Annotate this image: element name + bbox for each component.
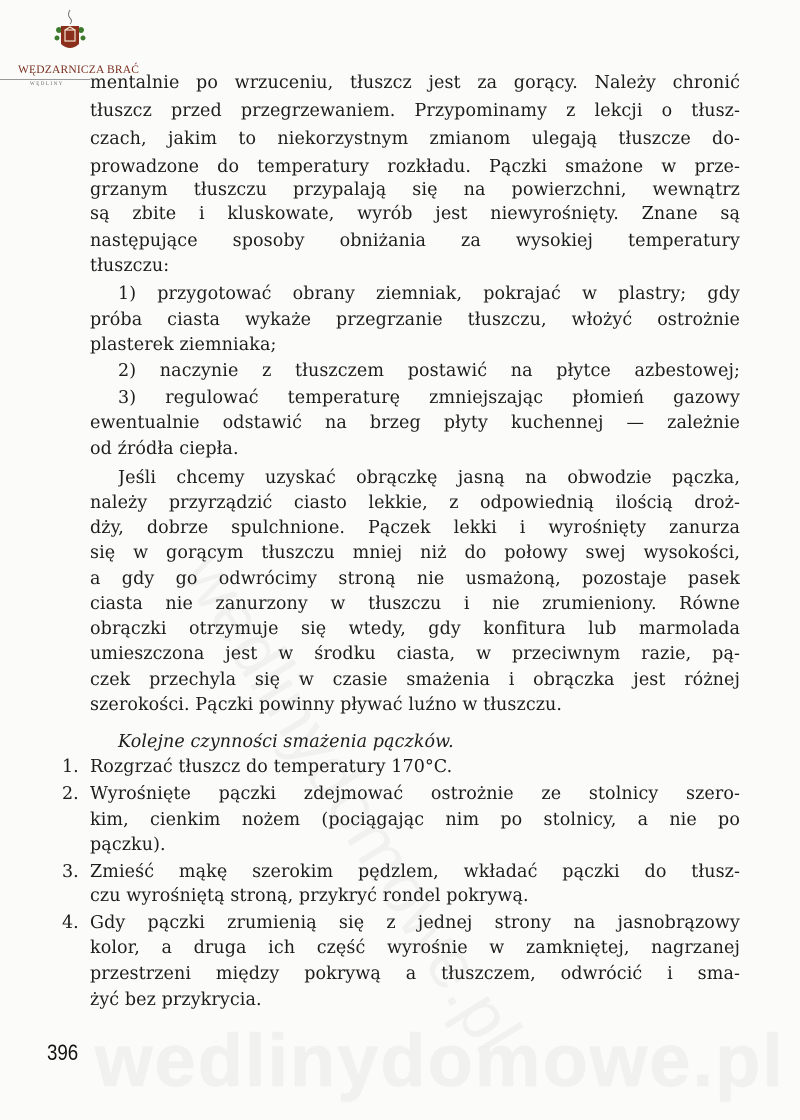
step-number: 2. <box>62 784 79 804</box>
text-line: Zmieść mąkę szerokim pędzlem, wkładać pączki do tłusz- <box>90 862 740 882</box>
smokehouse-logo-icon <box>52 8 88 58</box>
page-number: 396 <box>47 1040 79 1065</box>
text-line: są zbite i kluskowate, wyrób jest niewyrośnięty. Znane są <box>90 204 740 224</box>
text-line: czek przechyla się w czasie smażenia i obrączka jest różnej <box>90 670 740 690</box>
watermark-bottom: wedlinydomowe.pl <box>95 1019 785 1102</box>
text-line: szerokości. Pączki powinny pływać luźno w tłuszczu. <box>90 695 563 715</box>
text-line: ciasta nie zanurzony w tłuszczu i nie zrumieniony. Równe <box>90 594 740 614</box>
logo-subtitle: WĘDLINY <box>30 82 64 87</box>
text-line: 2) naczynie z tłuszczem postawić na płytce azbestowej; <box>118 361 740 381</box>
text-line: obrączki otrzymuje się wtedy, gdy konfitura lub marmolada <box>90 619 740 639</box>
step-number: 1. <box>62 757 79 777</box>
text-line: kolor, a druga ich część wyrośnie w zamkniętej, nagrzanej <box>90 938 740 958</box>
text-line: pączku). <box>90 835 166 855</box>
text-line: należy przyrządzić ciasto lekkie, z odpowiednią ilością droż- <box>90 493 740 513</box>
text-line: grzanym tłuszczu przypalają się na powierzchni, wewnątrz <box>90 180 740 200</box>
text-line: żyć bez przykrycia. <box>90 990 262 1010</box>
text-line: Gdy pączki zrumienią się z jednej strony na jasnobrązowy <box>90 913 740 933</box>
text-line: się w gorącym tłuszczu mniej niż do połowy swej wysokości, <box>90 543 740 563</box>
step-number: 3. <box>62 862 79 882</box>
text-line: tłuszcz przed przegrzewaniem. Przypominamy z lekcji o tłusz- <box>90 101 740 121</box>
section-heading: Kolejne czynności smażenia pączków. <box>118 732 454 752</box>
text-line: Rozgrzać tłuszcz do temperatury 170°C. <box>90 757 453 777</box>
text-line: przestrzeni między pokrywą a tłuszczem, odwrócić i sma- <box>90 964 740 984</box>
text-line: próba ciasta wykaże przegrzanie tłuszczu, włożyć ostrożnie <box>90 310 740 330</box>
logo-divider <box>0 79 90 80</box>
text-line: mentalnie po wrzuceniu, tłuszcz jest za gorący. Należy chronić <box>90 73 740 93</box>
text-line: tłuszczu: <box>90 256 170 276</box>
text-line: następujące sposoby obniżania za wysokiej temperatury <box>90 231 740 251</box>
text-line: dży, dobrze spulchnione. Pączek lekki i wyrośnięty zanurza <box>90 518 740 538</box>
text-line: Wyrośnięte pączki zdejmować ostrożnie ze stolnicy szero- <box>90 784 740 804</box>
text-line: umieszczona jest w środku ciasta, w przeciwnym razie, pą- <box>90 644 740 664</box>
text-line: 1) przygotować obrany ziemniak, pokrajać w plastry; gdy <box>118 284 740 304</box>
text-line: czu wyrośniętą stroną, przykryć rondel pokrywą. <box>90 886 529 906</box>
text-line: prowadzone do temperatury rozkładu. Pączki smażone w prze- <box>90 157 740 177</box>
text-line: plasterek ziemniaka; <box>90 335 277 355</box>
text-line: Jeśli chcemy uzyskać obrączkę jasną na obwodzie pączka, <box>118 468 740 488</box>
step-number: 4. <box>62 913 79 933</box>
logo-title: WĘDZARNICZA BRAĆ <box>18 64 140 76</box>
text-line: a gdy go odwrócimy stroną nie usmażoną, pozostaje pasek <box>90 569 740 589</box>
text-line: 3) regulować temperaturę zmniejszając płomień gazowy <box>118 388 740 408</box>
text-line: kim, cienkim nożem (pociągając nim po stolnicy, a nie po <box>90 810 740 830</box>
text-line: ewentualnie odstawić na brzeg płyty kuchennej — zależnie <box>90 413 740 433</box>
text-line: czach, jakim to niekorzystnym zmianom ulegają tłuszcze do- <box>90 129 740 149</box>
text-line: od źródła ciepła. <box>90 439 239 459</box>
